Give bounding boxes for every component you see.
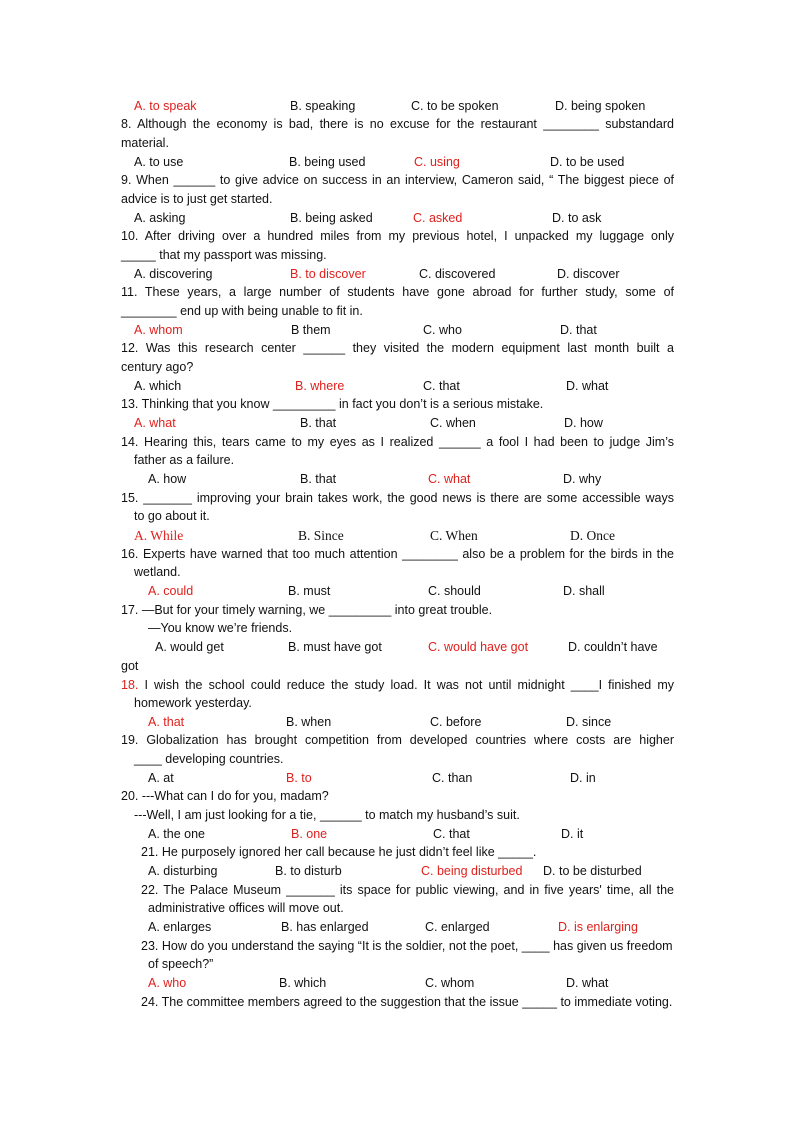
q10-stem: 10. After driving over a hundred miles from my previous hotel, I unpacked my luggage only xyxy=(121,229,674,243)
q8-option-c: C. using xyxy=(414,155,460,169)
q9-option-d: D. to ask xyxy=(552,211,602,225)
q22-option-c: C. enlarged xyxy=(425,920,490,934)
q18-number: 18. xyxy=(121,678,139,692)
q13-option-d: D. how xyxy=(564,416,603,430)
q9-option-c: C. asked xyxy=(413,211,463,225)
q18-option-d: D. since xyxy=(566,715,612,729)
q24-stem: 24. The committee members agreed to the suggestion that the issue _____ to immediate voting. xyxy=(141,995,673,1009)
q14-stem: 14. Hearing this, tears came to my eyes as I realized ______ a fool I had been to judge Jim’s xyxy=(121,435,674,449)
q12-option-b: B. where xyxy=(295,379,345,393)
q7-option-a: A. to speak xyxy=(134,99,197,113)
q19-option-b: B. to xyxy=(286,771,312,785)
q22-option-d: D. is enlarging xyxy=(558,920,638,934)
q17-stem-cont: —You know we’re friends. xyxy=(148,621,293,635)
q11-option-a: A. whom xyxy=(134,323,183,337)
q20-stem: 20. ---What can I do for you, madam? xyxy=(121,789,329,803)
q9-option-b: B. being asked xyxy=(290,211,373,225)
q12-stem: 12. Was this research center ______ they visited the modern equipment last month built a xyxy=(121,341,674,355)
q13-option-b: B. that xyxy=(300,416,337,430)
q8-option-a: A. to use xyxy=(134,155,184,169)
q15-stem-cont: to go about it. xyxy=(134,509,210,523)
q8-option-d: D. to be used xyxy=(550,155,625,169)
q8-option-b: B. being used xyxy=(289,155,366,169)
q22-option-b: B. has enlarged xyxy=(281,920,369,934)
q15-option-a: A. While xyxy=(134,528,184,543)
q14-stem-cont: father as a failure. xyxy=(134,453,235,467)
q9-option-a: A. asking xyxy=(134,211,186,225)
q19-option-a: A. at xyxy=(148,771,174,785)
q20-option-b: B. one xyxy=(291,827,328,841)
q19-option-d: D. in xyxy=(570,771,596,785)
q11-option-c: C. who xyxy=(423,323,462,337)
q12-stem-cont: century ago? xyxy=(121,360,194,374)
q10-stem-cont: _____ that my passport was missing. xyxy=(121,248,327,262)
q11-stem-cont: ________ end up with being unable to fit in. xyxy=(121,304,363,318)
q15-option-d: D. Once xyxy=(570,528,615,543)
q22-stem: 22. The Palace Museum _______ its space for public viewing, and in five years' time, all the xyxy=(141,883,674,897)
q21-option-c: C. being disturbed xyxy=(421,864,523,878)
q22-option-a: A. enlarges xyxy=(148,920,212,934)
q13-option-c: C. when xyxy=(430,416,476,430)
q23-option-a: A. who xyxy=(148,976,187,990)
q20-option-a: A. the one xyxy=(148,827,205,841)
q16-stem-cont: wetland. xyxy=(134,565,181,579)
q12-option-d: D. what xyxy=(566,379,609,393)
q15-option-b: B. Since xyxy=(298,528,344,543)
q10-option-d: D. discover xyxy=(557,267,620,281)
q11-option-b: B them xyxy=(291,323,331,337)
q20-option-c: C. that xyxy=(433,827,470,841)
q21-option-b: B. to disturb xyxy=(275,864,342,878)
q18-option-a: A. that xyxy=(148,715,185,729)
q9-stem-cont: advice is to just get started. xyxy=(121,192,273,206)
q11-stem: 11. These years, a large number of students have gone abroad for further study, some of xyxy=(121,285,674,299)
q17-option-d: D. couldn’t have xyxy=(568,640,658,654)
q23-stem-cont: of speech?” xyxy=(148,957,214,971)
q23-option-d: D. what xyxy=(566,976,609,990)
q18-stem-cont: homework yesterday. xyxy=(134,696,252,710)
q7-option-b: B. speaking xyxy=(290,99,356,113)
q19-stem-cont: ____ developing countries. xyxy=(134,752,284,766)
q9-stem: 9. When ______ to give advice on success in an interview, Cameron said, “ The biggest piece of xyxy=(121,173,674,187)
q20-option-d: D. it xyxy=(561,827,584,841)
q17-option-d-cont: got xyxy=(121,659,139,673)
q16-option-a: A. could xyxy=(148,584,194,598)
q22-stem-cont: administrative offices will move out. xyxy=(148,901,344,915)
q15-stem: 15. _______ improving your brain takes work, the good news is there are some accessible ways xyxy=(121,491,674,505)
q12-option-c: C. that xyxy=(423,379,460,393)
q12-option-a: A. which xyxy=(134,379,182,393)
q14-option-a: A. how xyxy=(148,472,187,486)
q20-stem-cont: ---Well, I am just looking for a tie, ______ to match my husband’s suit. xyxy=(134,808,520,822)
q10-option-b: B. to discover xyxy=(290,267,366,281)
q15-option-c: C. When xyxy=(430,528,478,543)
q14-option-c: C. what xyxy=(428,472,471,486)
q18-option-c: C. before xyxy=(430,715,482,729)
q14-option-d: D. why xyxy=(563,472,602,486)
q23-option-b: B. which xyxy=(279,976,327,990)
q16-option-d: D. shall xyxy=(563,584,605,598)
q17-option-b: B. must have got xyxy=(288,640,382,654)
q11-option-d: D. that xyxy=(560,323,597,337)
q17-option-a: A. would get xyxy=(155,640,224,654)
q13-stem: 13. Thinking that you know _________ in fact you don’t is a serious mistake. xyxy=(121,397,544,411)
q14-option-b: B. that xyxy=(300,472,337,486)
q10-option-a: A. discovering xyxy=(134,267,213,281)
q17-stem: 17. —But for your timely warning, we _________ into great trouble. xyxy=(121,603,493,617)
q13-option-a: A. what xyxy=(134,416,176,430)
q19-option-c: C. than xyxy=(432,771,473,785)
q18-stem: 18. I wish the school could reduce the study load. It was not until midnight ____I finished my xyxy=(121,678,674,692)
q23-option-c: C. whom xyxy=(425,976,475,990)
q7-option-d: D. being spoken xyxy=(555,99,646,113)
q7-option-c: C. to be spoken xyxy=(411,99,499,113)
q23-stem: 23. How do you understand the saying “It is the soldier, not the poet, ____ has given us freedom xyxy=(141,939,673,953)
q21-option-d: D. to be disturbed xyxy=(543,864,642,878)
q16-option-b: B. must xyxy=(288,584,331,598)
q8-stem: 8. Although the economy is bad, there is no excuse for the restaurant ________ substandard xyxy=(121,117,674,131)
q18-option-b: B. when xyxy=(286,715,332,729)
q10-option-c: C. discovered xyxy=(419,267,496,281)
q16-option-c: C. should xyxy=(428,584,481,598)
q8-stem-cont: material. xyxy=(121,136,169,150)
q16-stem: 16. Experts have warned that too much attention ________ also be a problem for the birds in the xyxy=(121,547,674,561)
q19-stem: 19. Globalization has brought competition from developed countries where costs are higher xyxy=(121,733,674,747)
q21-stem: 21. He purposely ignored her call because he just didn’t feel like _____. xyxy=(141,845,537,859)
q21-option-a: A. disturbing xyxy=(148,864,218,878)
q17-option-c: C. would have got xyxy=(428,640,529,654)
